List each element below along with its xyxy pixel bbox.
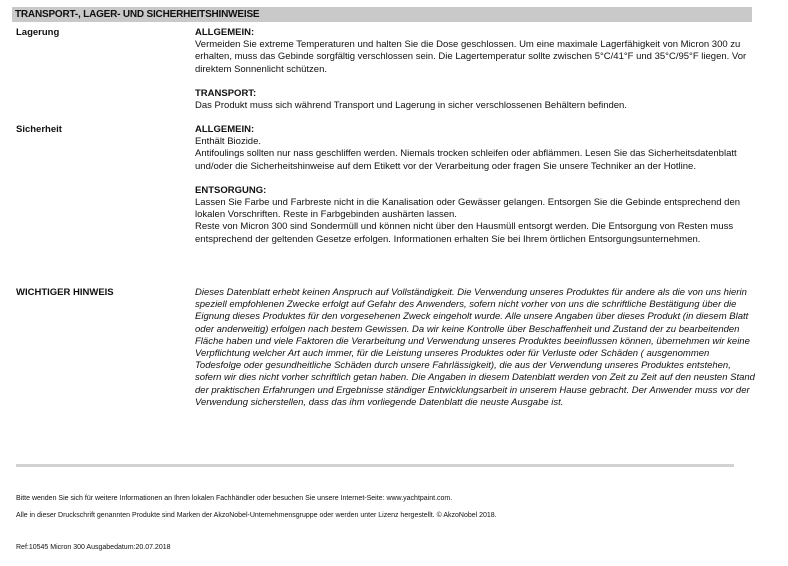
hinweis-text: Dieses Datenblatt erhebt keinen Anspruch auf Vollständigkeit. Die Verwendung unseres Produktes für andere als die von uns hierin speziell empfohlenen Zwecke erfolgt auf Gefahr des Anwenders, sofern nicht vorher von uns die schriftliche Bestätigung über die Eignung dieses Produktes für den vorgesehenen Zweck eingeholt wurde. Alle unsere Angaben über dieses Produkt (in diesem Blatt oder anderweitig) erfolgen nach bestem Gewissen. Da wir keine Kontrolle über Beschaffenheit und Zustand der zu bearbeitenden Fläche haben und viele Faktoren die Verarbeitung und Verwendung unseres Produktes beeinflussen können, übernehmen wir keine Verpflichtung welcher Art auch immer, für die Leistung unseres Produktes oder für Verluste oder Schäden ( ausgenommen Todesfolge oder gesundheitliche Schäden durch unsere Fahrlässigkeit), die aus der Verwendung unseres Produktes entstehen, sofern wir dies nicht vorher schriftlich getan haben. Die Angaben in diesem Datenblatt werden von Zeit zu Zeit auf den neusten Stand der praktischen Erfahrungen und Ergebnisse ständiger Entwicklungsarbeit in unserem Hause gebracht. Der Anwender muss vor der Verwendung sicherstellen, dass das ihm vorliegende Datenblatt die neuste Ausgabe ist. [195, 287, 755, 408]
footer-divider [16, 464, 734, 467]
sicherheit-allgemein-text: Antifoulings sollten nur nass geschliffen werden. Niemals trocken schleifen oder abflämmen. Lesen Sie das Sicherheitsdatenblatt und/oder die Sicherheitshinweise auf dem Etikett vor der Verarbeitung oder fragen Sie unsere Techniker an der Hotline. [195, 148, 737, 172]
lagerung-label: Lagerung [16, 27, 60, 38]
hinweis-body [195, 287, 757, 409]
section-title: TRANSPORT-, LAGER- UND SICHERHEITSHINWEISE [12, 7, 752, 22]
sicherheit-entsorgung-text1: Lassen Sie Farbe und Farbreste nicht in die Kanalisation oder Gewässer gelangen. Entsorgen Sie die Gebinde entsprechend den lokalen Vorschriften. Reste in Farbgebinden aushärten lassen. [195, 197, 741, 221]
sicherheit-entsorgung-heading: ENTSORGUNG: [195, 184, 267, 196]
lagerung-allgemein-text: Vermeiden Sie extreme Temperaturen und halten Sie die Dose geschlossen. Um eine maximale Lagerfähigkeit von Micron 300 zu erhalten, muss das Gebinde sorgfältig verschlossen sein. Die Lagertemperatur sollte zwischen 5°C/41°F und 35°C/95°F liegen. Vor direktem Sonnenlicht schützen. [195, 39, 747, 75]
lagerung-allgemein-heading: ALLGEMEIN: [195, 27, 255, 38]
footer-reference: Ref:10545 Micron 300 Ausgabedatum:20.07.2018 [16, 544, 171, 551]
sicherheit-entsorgung-text2: Reste von Micron 300 sind Sondermüll und können nicht über den Hausmüll entsorgt werden. Die Entsorgung von Resten muss entsprechend der geltenden Gesetze erfolgen. Informationen erhalten Sie bei Ihrem örtlichen Entsorgungsunternehmen. [195, 221, 734, 245]
lagerung-body [195, 27, 757, 112]
hinweis-label: WICHTIGER HINWEIS [16, 287, 114, 298]
lagerung-transport-text: Das Produkt muss sich während Transport und Lagerung in sicher verschlossenen Behältern befinden. [195, 100, 627, 112]
sicherheit-body [195, 124, 757, 246]
footer-info: Bitte wenden Sie sich für weitere Informationen an Ihren lokalen Fachhändler oder besuchen Sie unsere Internet-Seite: www.yachtpaint.com. [16, 495, 453, 502]
footer-trademark: Alle in dieser Druckschrift genannten Produkte sind Marken der AkzoNobel-Unternehmensgruppe oder werden unter Lizenz hergestellt. © AkzoNobel 2018. [16, 512, 497, 519]
sicherheit-label: Sicherheit [16, 124, 62, 135]
sicherheit-biozide: Enthält Biozide. [195, 136, 262, 148]
sicherheit-allgemein-heading: ALLGEMEIN: [195, 124, 255, 135]
lagerung-transport-heading: TRANSPORT: [195, 87, 257, 99]
